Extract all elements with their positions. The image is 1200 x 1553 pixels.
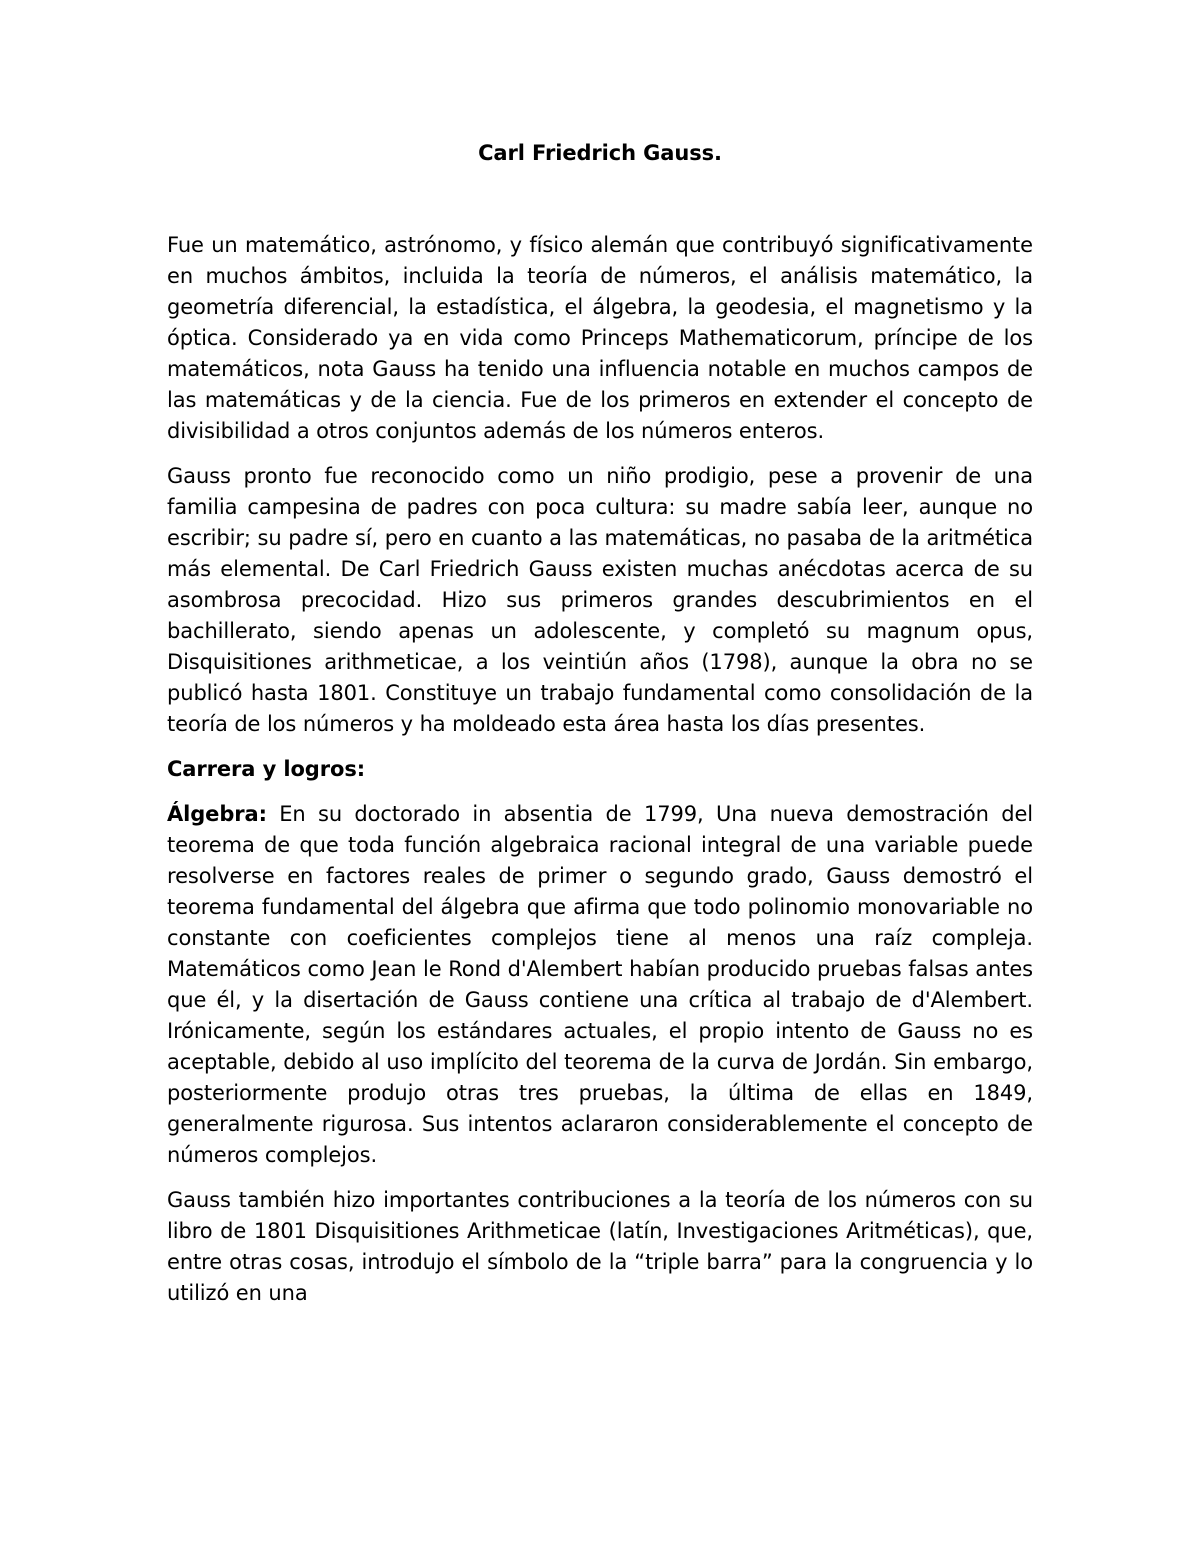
section-heading-career: Carrera y logros: xyxy=(167,757,366,781)
paragraph-algebra xyxy=(167,799,1033,1171)
document-title: Carl Friedrich Gauss. xyxy=(478,141,722,165)
algebra-text: En su doctorado in absentia de 1799, Una nueva demostración del teorema de que toda función algebraica racional integral de una variable puede resolverse en factores reales de primer o segundo grado, Gauss demostró el teorema fundamental del álgebra que afirma que todo polinomio monovariable no constante con coeficientes complejos tiene al menos una raíz compleja. Matemáticos como Jean le Rond d'Alembert habían producido pruebas falsas antes que él, y la disertación de Gauss contiene una crítica al trabajo de d'Alembert. Irónicamente, según los estándares actuales, el propio intento de Gauss no es aceptable, debido al uso implícito del teorema de la curva de Jordán. Sin embargo, posteriormente produjo otras tres pruebas, la última de ellas en 1849, generalmente rigurosa. Sus intentos aclararon considerablemente el concepto de números complejos. xyxy=(167,802,1033,1167)
paragraph-childhood: Gauss pronto fue reconocido como un niño prodigio, pese a provenir de una familia campesina de padres con poca cultura: su madre sabía leer, aunque no escribir; su padre sí, pero en cuanto a las matemáticas, no pasaba de la aritmética más elemental. De Carl Friedrich Gauss existen muchas anécdotas acerca de su asombrosa precocidad. Hizo sus primeros grandes descubrimientos en el bachillerato, siendo apenas un adolescente, y completó su magnum opus, Disquisitiones arithmeticae, a los veintiún años (1798), aunque la obra no se publicó hasta 1801. Constituye un trabajo fundamental como consolidación de la teoría de los números y ha moldeado esta área hasta los días presentes. xyxy=(167,464,1033,736)
document-body xyxy=(167,138,1033,1323)
algebra-label: Álgebra: xyxy=(167,802,267,826)
paragraph-intro: Fue un matemático, astrónomo, y físico alemán que contribuyó significativamente en muchos ámbitos, incluida la teoría de números, el análisis matemático, la geometría diferencial, la estadística, el álgebra, la geodesia, el magnetismo y la óptica. Considerado ya en vida como Princeps Mathematicorum, príncipe de los matemáticos, nota Gauss ha tenido una influencia notable en muchos campos de las matemáticas y de la ciencia. Fue de los primeros en extender el concepto de divisibilidad a otros conjuntos además de los números enteros. xyxy=(167,233,1033,443)
paragraph-number-theory: Gauss también hizo importantes contribuciones a la teoría de los números con su libro de 1801 Disquisitiones Arithmeticae (latín, Investigaciones Aritméticas), que, entre otras cosas, introdujo el símbolo de la “triple barra” para la congruencia y lo utilizó en una xyxy=(167,1188,1033,1305)
